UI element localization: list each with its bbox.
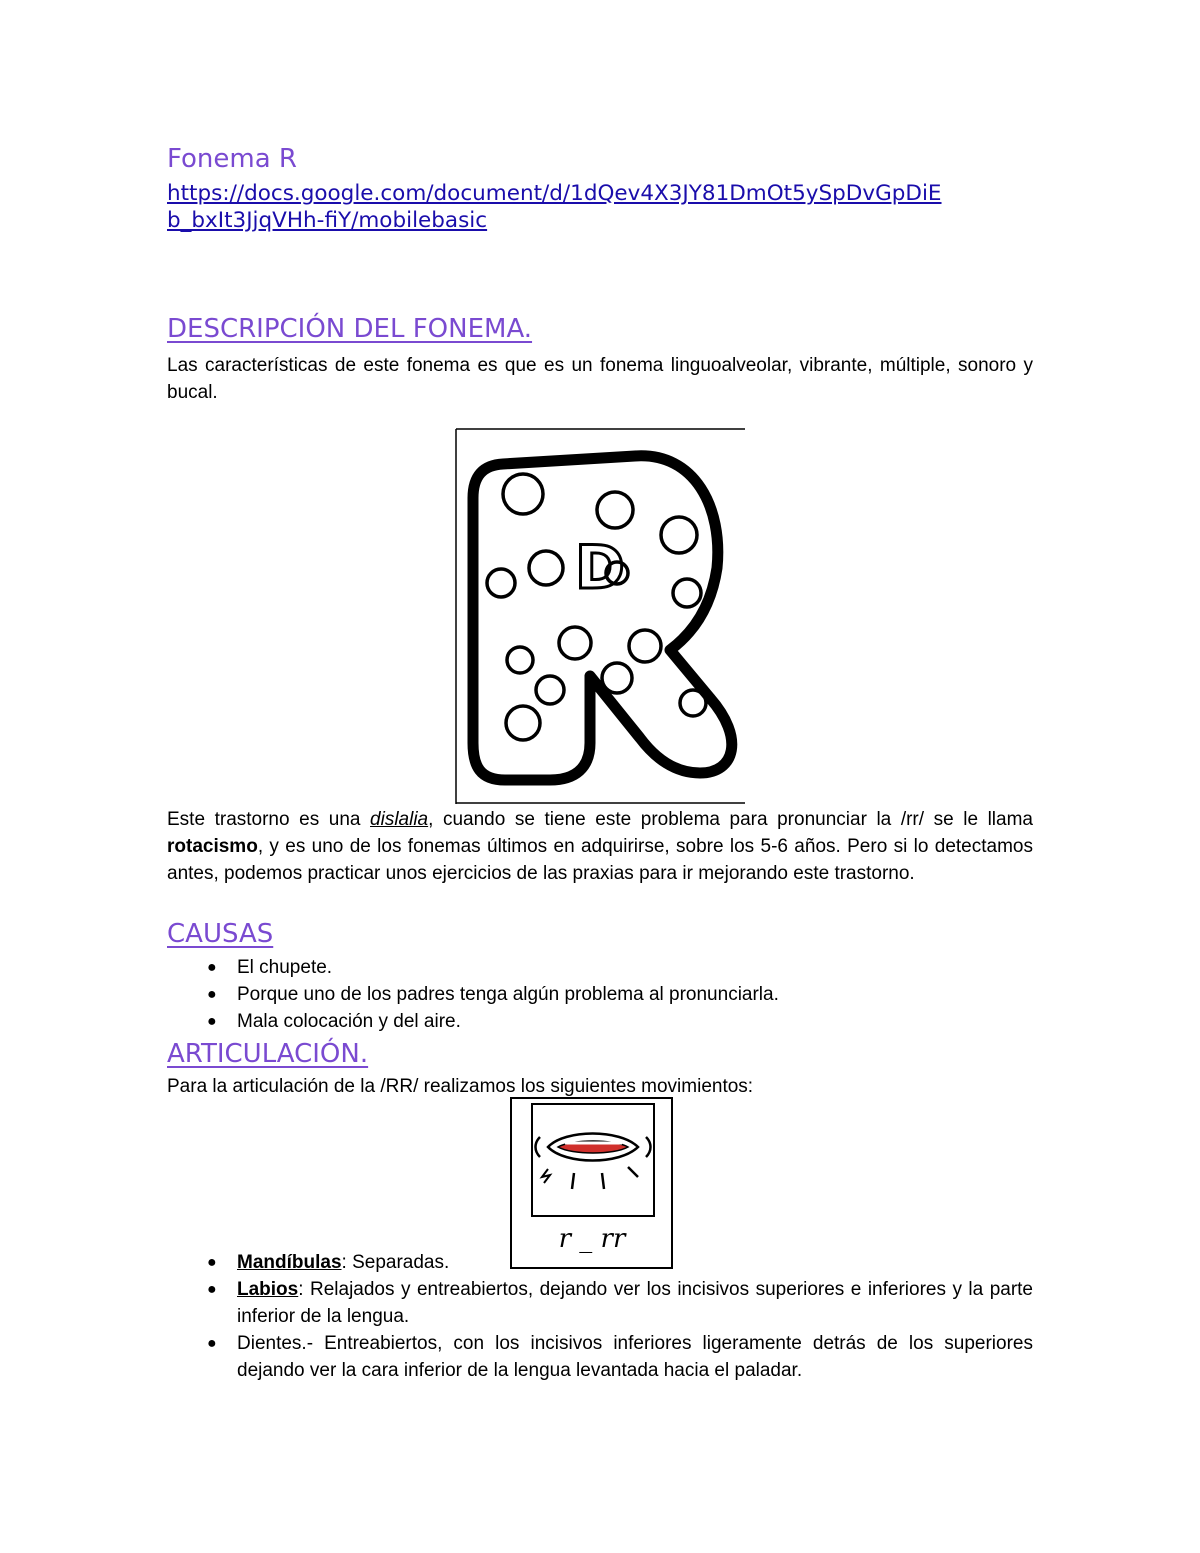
inner-letter-d: D — [575, 533, 625, 603]
dislalia-term: dislalia — [370, 809, 429, 830]
causas-list — [167, 954, 1033, 1035]
bullet-icon: ● — [207, 986, 217, 1003]
letter-r-drawing — [455, 428, 745, 804]
trastorno-text-2: , cuando se tiene este problema para pronunciar la /rr/ se le llama — [428, 809, 1033, 830]
list-item-label: Labios — [237, 1279, 299, 1300]
list-item — [167, 1276, 1033, 1330]
section-heading-articulacion: ARTICULACIÓN. — [167, 1039, 369, 1069]
list-item-text: : Relajados y entreabiertos, dejando ver los incisivos superiores e inferiores y la parte inferior de la lengua. — [237, 1279, 1033, 1327]
descripcion-text: Las características de este fonema es que es un fonema linguoalveolar, vibrante, múltiple, sonoro y bucal. — [167, 355, 1033, 403]
pictogram-caption: r _ rr — [558, 1224, 626, 1254]
bullet-icon: ● — [207, 1254, 217, 1271]
articulacion-intro: Para la articulación de la /RR/ realizamos los siguientes movimientos: — [167, 1076, 754, 1097]
list-item — [167, 981, 1033, 1008]
list-item-text: Porque uno de los padres tenga algún problema al pronunciarla. — [237, 984, 779, 1005]
list-item-text: : Separadas. — [341, 1252, 450, 1273]
list-item-text: Mala colocación y del aire. — [237, 1011, 461, 1032]
rotacismo-term: rotacismo — [167, 836, 258, 857]
section-heading-causas: CAUSAS — [167, 919, 274, 949]
bullet-icon: ● — [207, 959, 217, 976]
link-line-1: https://docs.google.com/document/d/1dQev4X3JY81DmOt5ySpDvGpDiE — [167, 181, 942, 206]
letter-r-image — [455, 428, 745, 804]
list-item-label: Mandíbulas — [237, 1252, 342, 1273]
page-title: Fonema R — [167, 144, 297, 174]
google-docs-link[interactable] — [167, 180, 942, 234]
section-heading-descripcion: DESCRIPCIÓN DEL FONEMA. — [167, 314, 533, 344]
pictogram-drawing — [510, 1097, 673, 1269]
link-line-2: b_bxIt3JjqVHh-fiY/mobilebasic — [167, 208, 488, 233]
list-item — [167, 1008, 1033, 1035]
bullet-icon: ● — [207, 1013, 217, 1030]
articulacion-list — [167, 1249, 1033, 1384]
mouth-pictogram — [510, 1097, 673, 1269]
list-item — [167, 1249, 1033, 1276]
list-item-text: Dientes.- Entreabiertos, con los incisivos inferiores ligeramente detrás de los superiores dejando ver la cara inferior de la lengua levantada hacia el paladar. — [237, 1333, 1033, 1381]
trastorno-paragraph — [167, 806, 1033, 887]
trastorno-text-3: , y es uno de los fonemas últimos en adquirirse, sobre los 5-6 años. Pero si lo detectamos antes, podemos practicar unos ejercicios de las praxias para ir mejorando este trastorno. — [167, 836, 1033, 884]
list-item — [167, 1330, 1033, 1384]
trastorno-text-1: Este trastorno es una — [167, 809, 371, 830]
list-item — [167, 954, 1033, 981]
bullet-icon: ● — [207, 1335, 217, 1352]
bullet-icon: ● — [207, 1281, 217, 1298]
list-item-text: El chupete. — [237, 957, 333, 978]
